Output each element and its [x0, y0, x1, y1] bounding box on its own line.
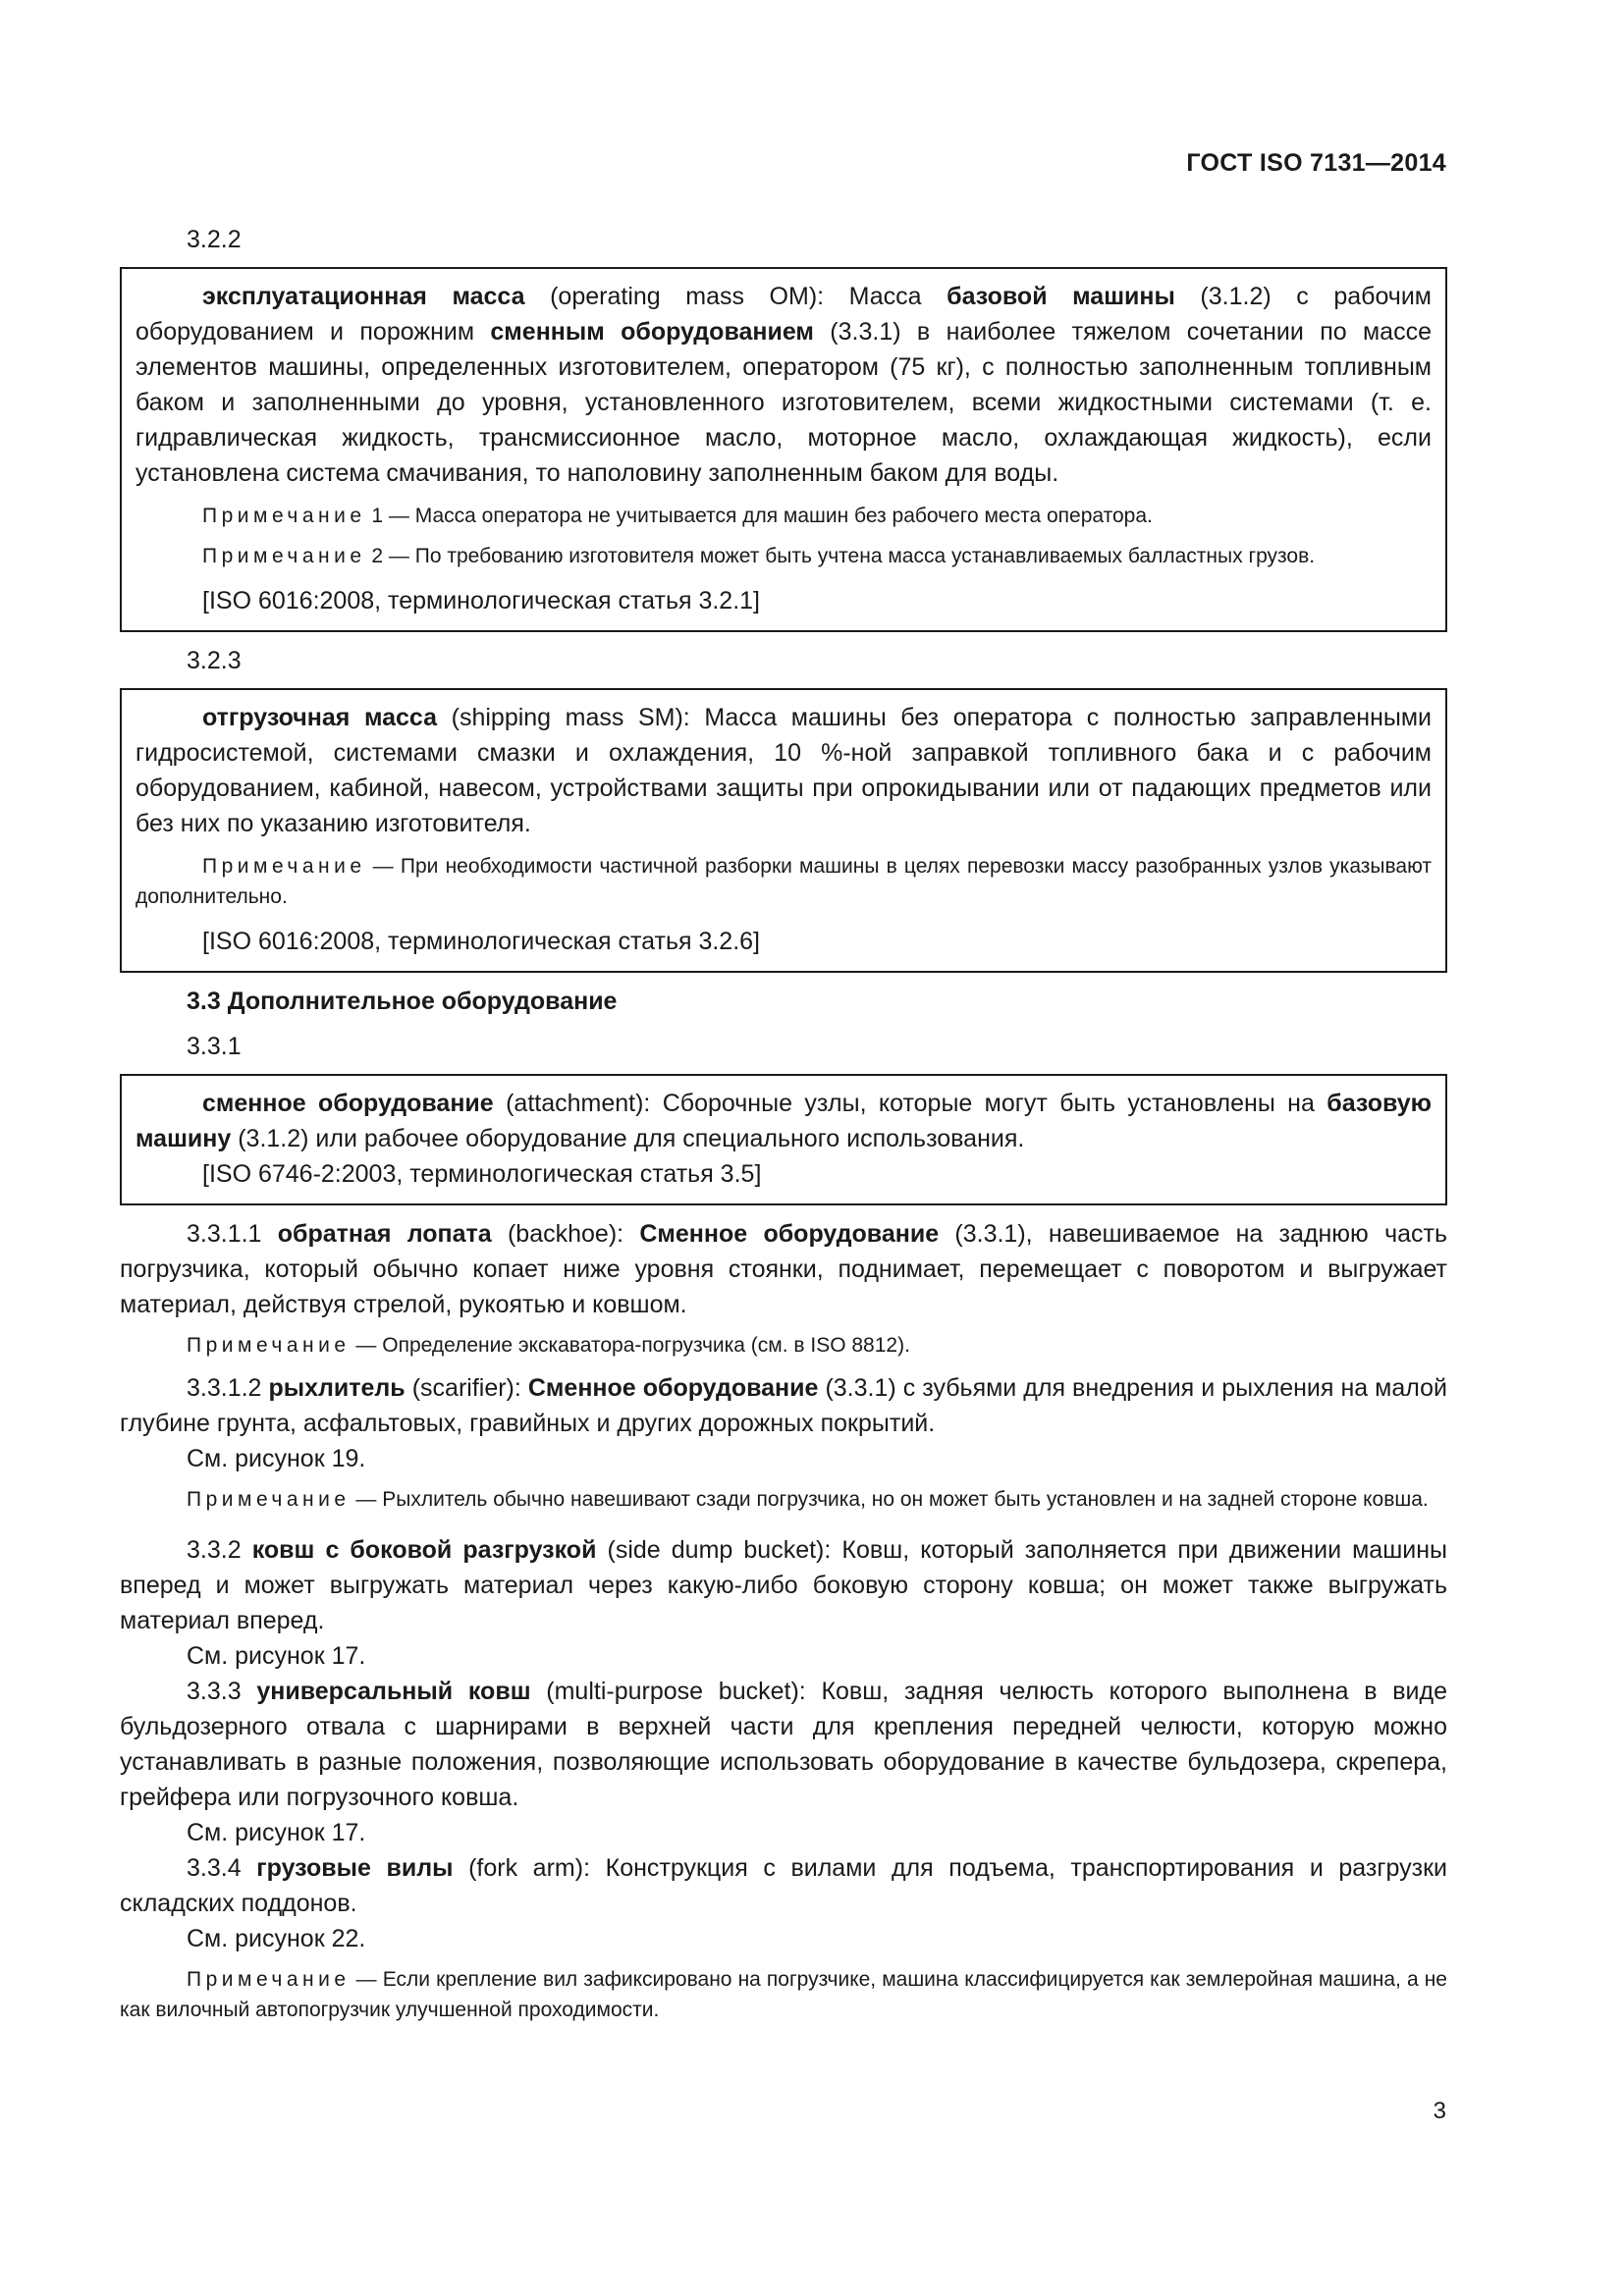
term-definition: отгрузочная масса (shipping mass SM): Масса машины без оператора с полностью заправленными гидросистемой, системами смазки и охлаждения, 10 %-ной заправкой топливного бака и с рабочим оборудованием, кабиной, навесом, устройствами защиты при опрокидывании или от падающих предметов или без них по указанию изготовителя. — [135, 704, 1432, 837]
term-note: Примечание — При необходимости частичной разборки машины в целях перевозки массу разобранных узлов указывают дополнительно. — [135, 855, 1432, 908]
term-name: универсальный ковш — [256, 1678, 531, 1705]
section-heading: 3.3 Дополнительное оборудование — [187, 988, 618, 1015]
figure-reference: См. рисунок 17. — [187, 1642, 366, 1670]
term-paragraph-multi-purpose-bucket: 3.3.3 универсальный ковш (multi-purpose bucket): Ковш, задняя челюсть которого выполнена в виде бульдозерного отвала с шарнирами в верхней части для крепления передней челюсти, которую можно устанавливать в разные положения, позволяющие использовать оборудование в качестве бульдозера, скрепера, грейфера или погрузочного ковша. — [120, 1678, 1447, 1811]
note-label: Примечание — [202, 545, 366, 567]
term-name: отгрузочная масса — [202, 704, 438, 731]
term-note: Примечание — Рыхлитель обычно навешивают сзади погрузчика, но он может быть установлен и на задней стороне ковша. — [187, 1488, 1429, 1511]
term-paragraph-fork-arm: 3.3.4 грузовые вилы (fork arm): Конструкция с вилами для подъема, транспортирования и разгрузки складских поддонов. — [120, 1854, 1448, 1917]
term-paragraph-side-dump-bucket: 3.3.2 ковш с боковой разгрузкой (side dump bucket): Ковш, который заполняется при движении машины вперед и может выгружать материал через какую-либо боковую сторону ковша; он может также выгружать материал вперед. — [120, 1536, 1447, 1634]
term-name: рыхлитель — [268, 1374, 406, 1402]
note-label: Примечание — [187, 1334, 351, 1357]
note-label: Примечание — [202, 505, 366, 527]
page-number: 3 — [1433, 2098, 1446, 2124]
term-name: грузовые вилы — [256, 1854, 454, 1882]
term-note: Примечание — Определение экскаватора-погрузчика (см. в ISO 8812). — [187, 1334, 910, 1357]
term-definition: эксплуатационная масса (operating mass OM): Масса базовой машины (3.1.2) с рабочим оборудованием и порожним сменным оборудованием (3.3.1) в наиболее тяжелом сочетании по массе элементов машины, определенных изготовителем, оператором (75 кг), с полностью заполненным топливным баком и заполненными до уровня, установленного изготовителем, всеми жидкостными системами (т. е. гидравлическая жидкость, трансмиссионное масло, моторное масло, охлаждающая жидкость), если установлена система смачивания, то наполовину заполненным баком для воды. — [135, 283, 1432, 487]
term-number-3-3-1: 3.3.1 — [187, 1033, 242, 1060]
document-body — [120, 222, 1447, 2035]
term-name: обратная лопата — [277, 1220, 492, 1248]
term-note: Примечание 2 — По требованию изготовителя может быть учтена масса устанавливаемых балластных грузов. — [202, 545, 1316, 567]
term-name: ковш с боковой разгрузкой — [251, 1536, 597, 1564]
term-paragraph-scarifier: 3.3.1.2 рыхлитель (scarifier): Сменное оборудование (3.3.1) с зубьями для внедрения и рыхления на малой глубине грунта, асфальтовых, гравийных и других дорожных покрытий. — [120, 1374, 1448, 1437]
term-source: [ISO 6016:2008, терминологическая статья 3.2.1] — [202, 587, 761, 614]
term-paragraph-backhoe: 3.3.1.1 обратная лопата (backhoe): Сменное оборудование (3.3.1), навешиваемое на заднюю часть погрузчика, который обычно копает ниже уровня стоянки, поднимает, перемещает с поворотом и выгружает материал, действуя стрелой, рукоятью и ковшом. — [120, 1220, 1447, 1318]
standard-code-header: ГОСТ ISO 7131—2014 — [1186, 149, 1446, 177]
figure-reference: См. рисунок 22. — [187, 1925, 366, 1952]
term-box-shipping-mass — [120, 688, 1447, 973]
term-number-3-2-2: 3.2.2 — [187, 226, 242, 253]
note-label: Примечание — [187, 1488, 351, 1511]
term-name: сменное оборудование — [202, 1090, 494, 1117]
term-box-operating-mass — [120, 267, 1447, 632]
figure-reference: См. рисунок 17. — [187, 1819, 366, 1846]
term-number-3-2-3: 3.2.3 — [187, 647, 242, 674]
note-label: Примечание — [187, 1968, 351, 1991]
term-name: эксплуатационная масса — [202, 283, 525, 310]
term-note: Примечание — Если крепление вил зафиксировано на погрузчике, машина классифицируется как землеройная машина, а не как вилочный автопогрузчик улучшенной проходимости. — [120, 1968, 1447, 2021]
term-source: [ISO 6746-2:2003, терминологическая статья 3.5] — [202, 1160, 762, 1188]
term-source: [ISO 6016:2008, терминологическая статья 3.2.6] — [202, 928, 761, 955]
term-box-attachment — [120, 1074, 1447, 1205]
term-definition: сменное оборудование (attachment): Сборочные узлы, которые могут быть установлены на базовую машину (3.1.2) или рабочее оборудование для специального использования. — [135, 1090, 1432, 1152]
term-note: Примечание 1 — Масса оператора не учитывается для машин без рабочего места оператора. — [202, 505, 1153, 527]
figure-reference: См. рисунок 19. — [187, 1445, 366, 1472]
note-label: Примечание — [202, 855, 366, 878]
